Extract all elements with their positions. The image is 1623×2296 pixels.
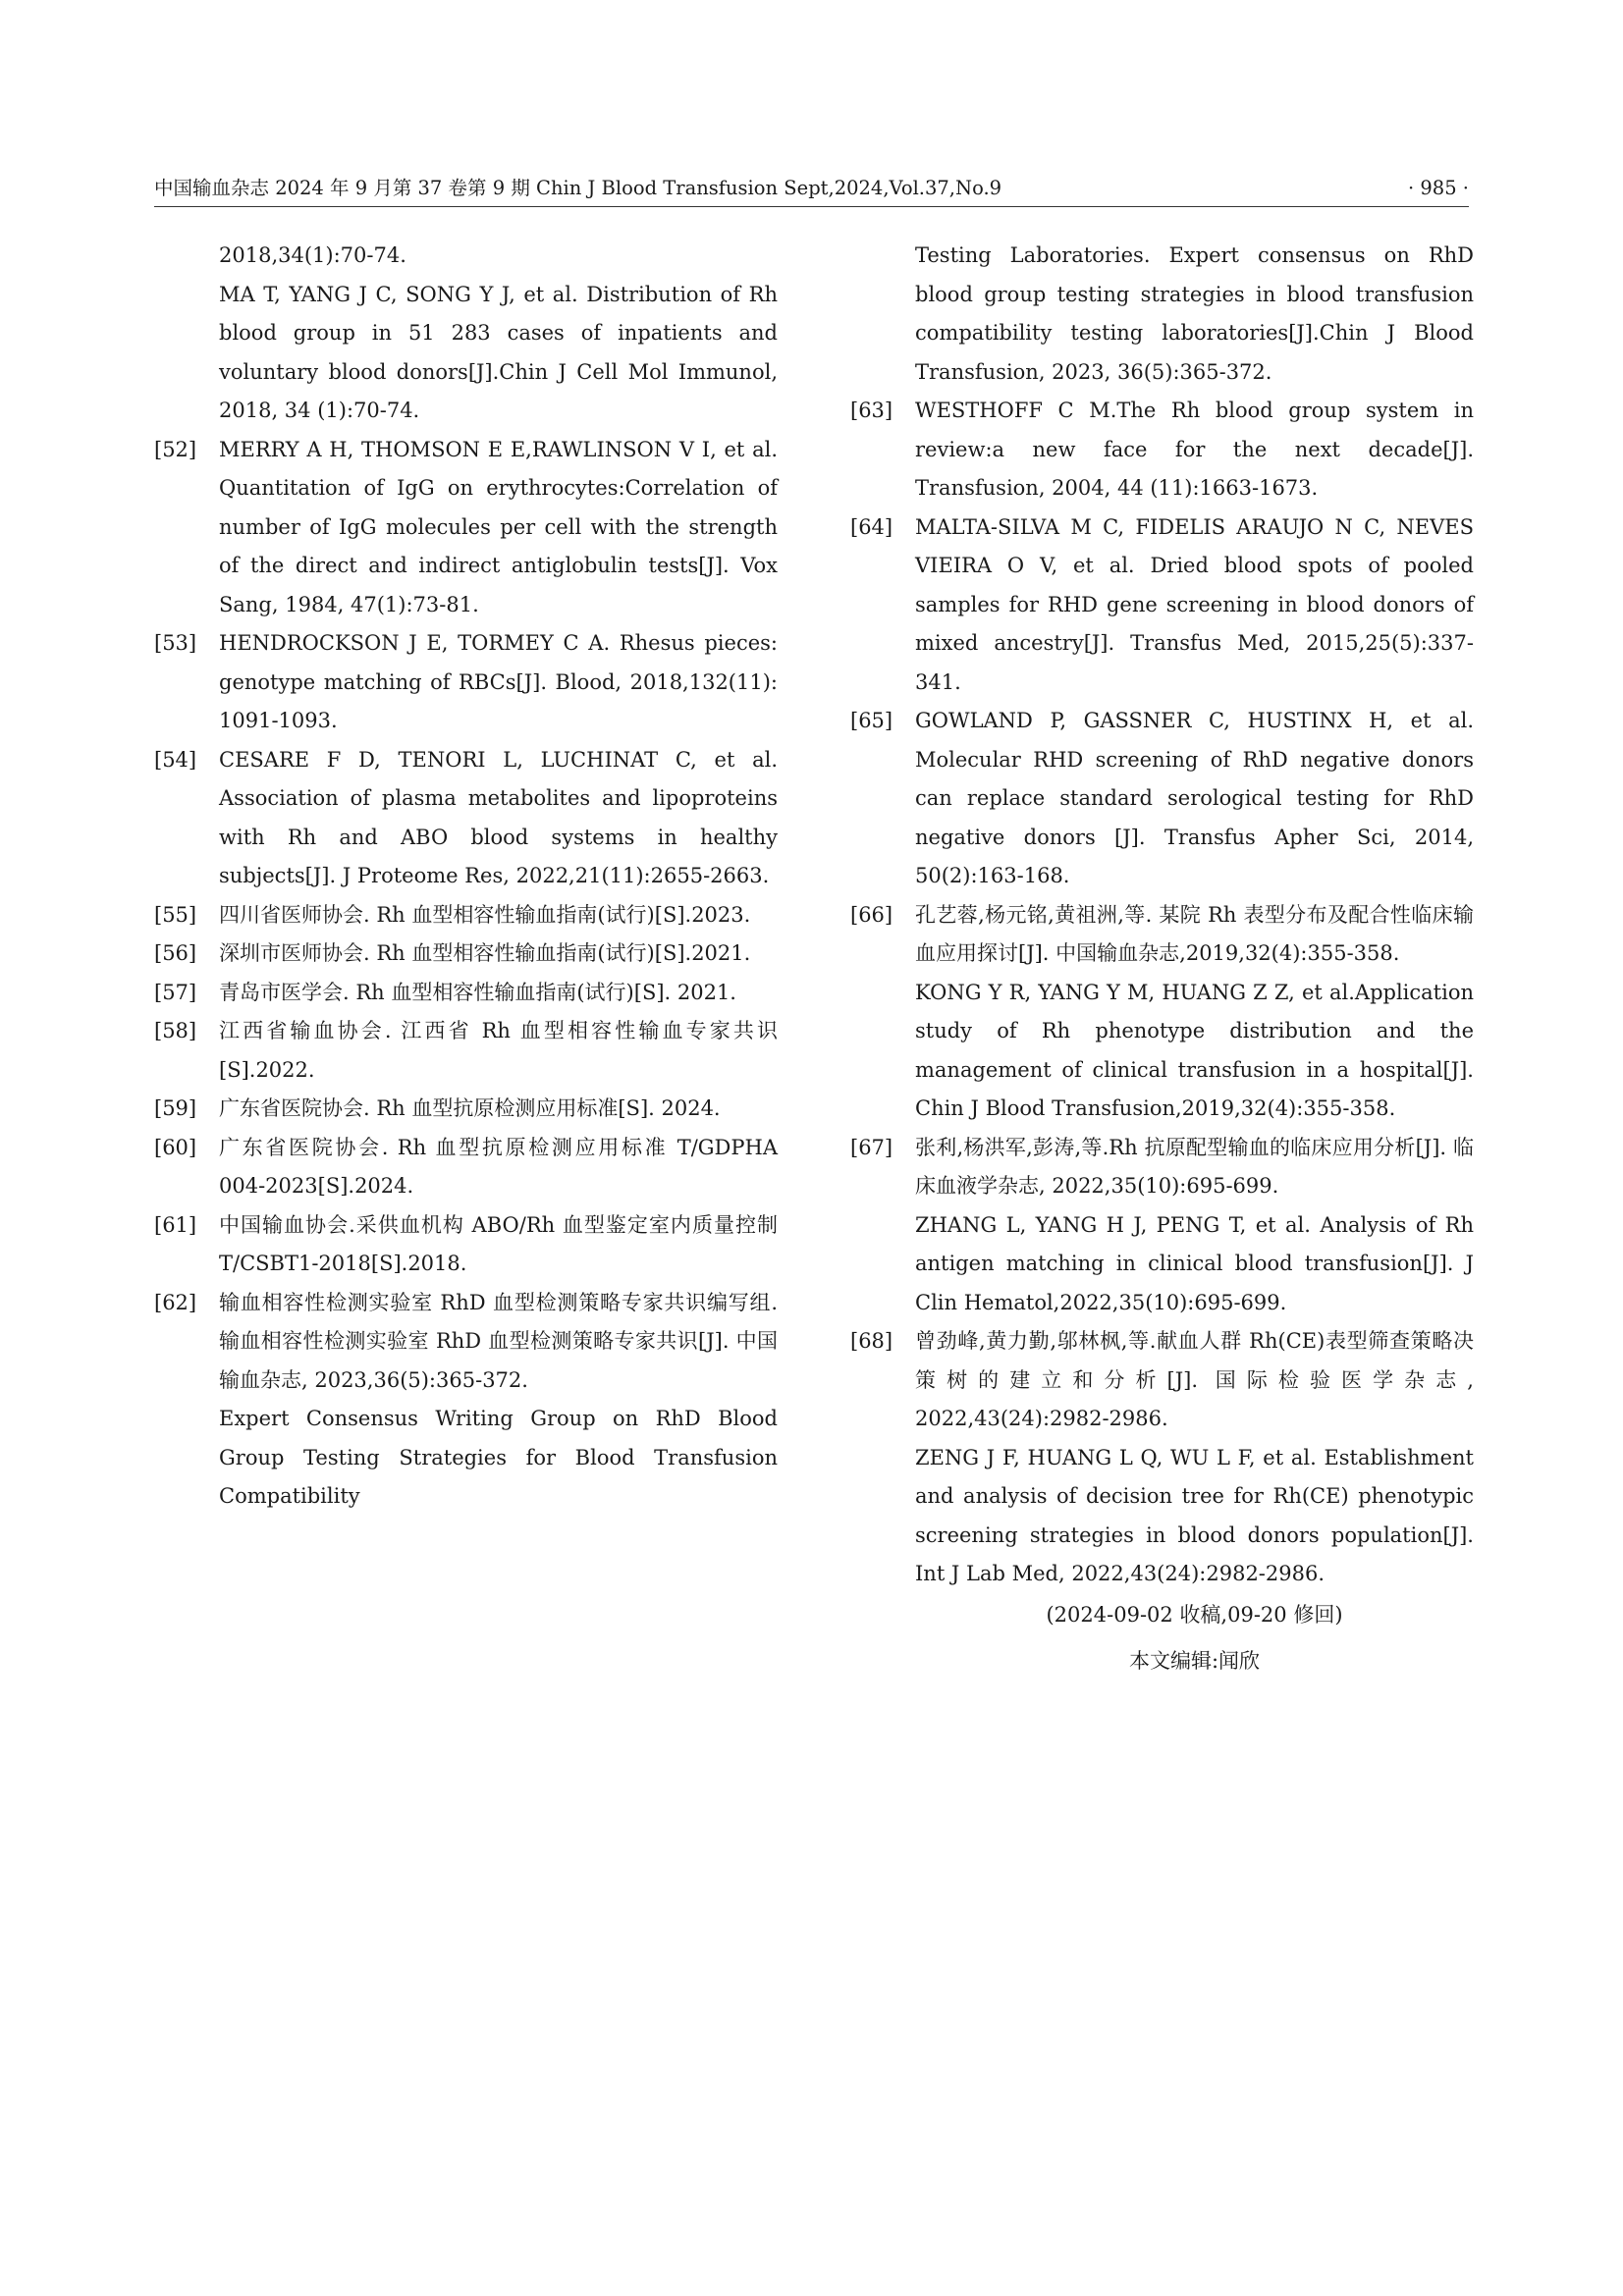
reference-text: WESTHOFF C M.The Rh blood group system in review:a new face for the next decade[J]. Transfusion, 2004, 44 (11):1663-1673. — [915, 399, 1474, 500]
reference-item — [154, 1284, 778, 1517]
reference-number: [61] — [154, 1212, 197, 1237]
reference-english-translation: MA T, YANG J C, SONG Y J, et al. Distribution of Rh blood group in 51 283 cases of inpatients and voluntary blood donors[J].Chin J Cell Mol Immunol, 2018, 34 (1):70-74. — [219, 282, 778, 422]
reference-text: 中国输血协会.采供血机构 ABO/Rh 血型鉴定室内质量控制 T/CSBT1-2018[S].2018. — [219, 1212, 778, 1275]
reference-text: CESARE F D, TENORI L, LUCHINAT C, et al. Association of plasma metabolites and lipoproteins with Rh and ABO blood systems in healthy subjects[J]. J Proteome Res, 2022,21(11):2655-2663. — [219, 747, 778, 887]
reference-number: [57] — [154, 980, 197, 1004]
reference-english-translation: Testing Laboratories. Expert consensus on RhD blood group testing strategies in blood transfusion compatibility testing laboratories[J].Chin J Blood Transfusion, 2023, 36(5):365-372. — [915, 243, 1474, 384]
reference-item — [154, 1012, 778, 1090]
reference-item — [154, 741, 778, 896]
reference-item — [850, 702, 1474, 896]
page-number: · 985 · — [1407, 177, 1469, 199]
reference-text: HENDROCKSON J E, TORMEY C A. Rhesus pieces: genotype matching of RBCs[J]. Blood, 2018,132(11): 1091-1093. — [219, 631, 778, 732]
reference-text: GOWLAND P, GASSNER C, HUSTINX H, et al. Molecular RHD screening of RhD negative donors can replace standard serological testing for RhD negative donors [J]. Transfus Apher Sci, 2014, 50(2):163-168. — [915, 709, 1474, 887]
reference-item — [154, 624, 778, 741]
reference-number: [63] — [850, 399, 893, 422]
reference-number: [59] — [154, 1096, 197, 1120]
reference-text: 深圳市医师协会. Rh 血型相容性输血指南(试行)[S].2021. — [219, 941, 751, 965]
reference-item — [850, 1322, 1474, 1594]
running-header — [154, 171, 1469, 207]
reference-text: 广东省医院协会. Rh 血型抗原检测应用标准 T/GDPHA 004-2023[S].2024. — [219, 1135, 778, 1198]
reference-item — [154, 896, 778, 935]
reference-text: 孔艺蓉,杨元铭,黄祖洲,等. 某院 Rh 表型分布及配合性临床输血应用探讨[J]. 中国输血杂志,2019,32(4):355-358. — [915, 902, 1474, 965]
reference-number: [56] — [154, 941, 197, 965]
reference-text: 广东省医院协会. Rh 血型抗原检测应用标准[S]. 2024. — [219, 1096, 721, 1120]
reference-text: MERRY A H, THOMSON E E,RAWLINSON V I, et al. Quantitation of IgG on erythrocytes:Correlation of number of IgG molecules per cell with the strength of the direct and indirect antiglobulin tests[J]. Vox Sang, 1984, 47(1):73-81. — [219, 437, 778, 616]
reference-english-translation: Expert Consensus Writing Group on RhD Blood Group Testing Strategies for Blood Transfusion Compatibility — [219, 1407, 778, 1508]
reference-text: 江西省输血协会. 江西省 Rh 血型相容性输血专家共识[S].2022. — [219, 1019, 778, 1082]
reference-number: [54] — [154, 747, 197, 772]
reference-item — [154, 1129, 778, 1206]
reference-item — [154, 974, 778, 1013]
reference-english-translation: KONG Y R, YANG Y M, HUANG Z Z, et al.Application study of Rh phenotype distribution and the management of clinical transfusion in a hospital[J]. Chin J Blood Transfusion,2019,32(4):355-358. — [915, 980, 1474, 1120]
journal-citation-line: 中国输血杂志 2024 年 9 月第 37 卷第 9 期 Chin J Blood Transfusion Sept,2024,Vol.37,No.9 — [154, 177, 1002, 199]
reference-number: [55] — [154, 902, 197, 927]
reference-continuation — [850, 237, 1474, 392]
reference-item — [850, 1129, 1474, 1323]
reference-english-translation: ZENG J F, HUANG L Q, WU L F, et al. Establishment and analysis of decision tree for Rh(CE) phenotypic screening strategies in blood donors population[J]. Int J Lab Med, 2022,43(24):2982-2986. — [915, 1445, 1474, 1585]
reference-number: [62] — [154, 1290, 197, 1314]
left-column — [154, 237, 778, 1517]
reference-number: [68] — [850, 1329, 893, 1353]
reference-text: 青岛市医学会. Rh 血型相容性输血指南(试行)[S]. 2021. — [219, 980, 736, 1004]
reference-text: 2018,34(1):70-74. — [219, 243, 406, 267]
reference-item — [154, 431, 778, 625]
reference-number: [67] — [850, 1135, 893, 1159]
reference-number: [52] — [154, 437, 197, 461]
reference-text: 曾劲峰,黄力勤,邬林枫,等.献血人群 Rh(CE)表型筛查策略决策树的建立和分析[J]. 国际检验医学杂志, 2022,43(24):2982-2986. — [915, 1329, 1474, 1430]
editor-credit: 本文编辑:闻欣 — [1128, 1649, 1261, 1673]
reference-item — [154, 1090, 778, 1129]
reference-number: [65] — [850, 709, 893, 732]
reference-item — [850, 508, 1474, 703]
reference-item — [154, 1206, 778, 1284]
reference-text: MALTA-SILVA M C, FIDELIS ARAUJO N C, NEVES VIEIRA O V, et al. Dried blood spots of pooled samples for RHD gene screening in blood donors of mixed ancestry[J]. Transfus Med, 2015,25(5):337-341. — [915, 514, 1474, 694]
received-revised-dates: (2024-09-02 收稿,09-20 修回) — [1046, 1602, 1343, 1627]
reference-number: [60] — [154, 1135, 197, 1159]
reference-text: 四川省医师协会. Rh 血型相容性输血指南(试行)[S].2023. — [219, 902, 751, 927]
reference-number: [53] — [154, 631, 197, 655]
reference-continuation — [154, 237, 778, 431]
reference-item — [850, 896, 1474, 1129]
reference-english-translation: ZHANG L, YANG H J, PENG T, et al. Analysis of Rh antigen matching in clinical blood transfusion[J]. J Clin Hematol,2022,35(10):695-699. — [915, 1212, 1474, 1314]
reference-item — [154, 934, 778, 974]
reference-number: [66] — [850, 902, 893, 927]
reference-text: 输血相容性检测实验室 RhD 血型检测策略专家共识编写组.输血相容性检测实验室 RhD 血型检测策略专家共识[J]. 中国输血杂志, 2023,36(5):365-372. — [219, 1290, 778, 1392]
reference-number: [58] — [154, 1019, 197, 1042]
reference-text: 张利,杨洪军,彭涛,等.Rh 抗原配型输血的临床应用分析[J]. 临床血液学杂志, 2022,35(10):695-699. — [915, 1135, 1474, 1198]
reference-number: [64] — [850, 514, 893, 539]
right-column — [850, 237, 1474, 1682]
reference-item — [850, 392, 1474, 508]
